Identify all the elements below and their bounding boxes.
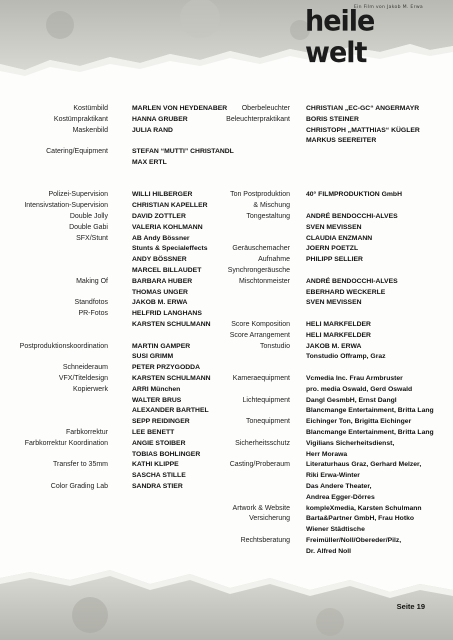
logo-tagline: Ein Film von Jakob M. Erwa <box>353 5 423 10</box>
credit-name: BARBARA HUBER <box>132 277 193 285</box>
credit-name: EBERHARD WECKERLE <box>306 288 386 296</box>
credit-role: Double Gabi <box>69 223 108 231</box>
credit-role: & Mischung <box>253 202 290 210</box>
credit-name: ALEXANDER BARTHEL <box>132 407 209 415</box>
credit-role: PR-Fotos <box>78 310 108 318</box>
credit-role: Transfer to 35mm <box>53 461 108 469</box>
credit-name: MARCEL BILLAUDET <box>132 267 202 274</box>
credit-name: Blancmange Entertainment, Britta Lang <box>306 407 434 415</box>
credit-role: Rechtsberatung <box>240 537 290 544</box>
credit-role: Postproduktionskoordination <box>19 342 108 350</box>
credit-name: SVEN MEVISSEN <box>306 223 362 231</box>
credit-name: TOBIAS BOHLINGER <box>132 450 201 458</box>
credit-name: MARKUS SEEREITER <box>306 137 377 145</box>
credit-role: Color Grading Lab <box>50 483 108 490</box>
credit-name: Vcmedia Inc. Frau Armbruster <box>306 375 403 382</box>
credit-name: PHILIPP SELLIER <box>306 256 363 264</box>
credit-role: Synchrongeräusche <box>227 267 290 274</box>
credit-name: Freimüller/Noll/Obereder/Pilz, <box>306 537 402 544</box>
credit-name: KARSTEN SCHULMANN <box>132 375 211 382</box>
credit-name: CLAUDIA ENZMANN <box>306 234 373 242</box>
credit-name: Blancmange Entertainment, Britta Lang <box>306 429 434 436</box>
credit-role: SFX/Stunt <box>76 234 108 242</box>
credit-name: ANDRÉ BENDOCCHI-ALVES <box>306 213 398 220</box>
credit-role: Tongestaltung <box>246 213 290 220</box>
credit-name: Dr. Alfred Noll <box>306 547 352 555</box>
credit-name: JULIA RAND <box>132 126 173 134</box>
credit-name: SANDRA STIER <box>132 483 183 490</box>
credit-name: Literaturhaus Graz, Gerhard Melzer, <box>306 461 422 469</box>
credit-name: SEPP REIDINGER <box>132 418 190 426</box>
credit-role: Double Jolly <box>69 213 108 220</box>
credit-name: Stunts & Specialeffects <box>132 245 208 253</box>
credit-name: HELI MARKFELDER <box>306 321 371 328</box>
credit-role: Tonstudio <box>260 342 290 350</box>
credit-name: JAKOB M. ERWA <box>132 299 188 307</box>
credit-name: Riki Erwa-Winter <box>306 472 360 480</box>
credit-name: SVEN MEVISSEN <box>306 299 362 307</box>
credit-name: kompleXmedia, Karsten Schulmann <box>306 504 422 512</box>
credit-role: Score Arrangement <box>229 331 290 339</box>
credit-role: Versicherung <box>249 515 290 523</box>
page-number: Seite 19 <box>396 602 425 611</box>
credit-role: Maskenbild <box>72 126 108 134</box>
credit-name: MAX ERTL <box>132 159 167 166</box>
credit-name: HELFRID LANGHANS <box>132 310 202 318</box>
credit-name: SASCHA STILLE <box>132 472 186 480</box>
credit-role: Geräuschemacher <box>232 245 290 253</box>
credit-name: PETER PRZYGODDA <box>132 364 200 372</box>
credit-name: LEE BENETT <box>132 429 175 436</box>
credit-name: HELI MARKFELDER <box>306 331 371 339</box>
credit-role: Beleuchterpraktikant <box>226 115 290 123</box>
credit-role: Farbkorrektur Koordination <box>24 439 108 447</box>
credit-role: Sicherheitsschutz <box>235 439 290 447</box>
credit-name: KATHI KLIPPE <box>132 461 179 469</box>
credit-name: CHRISTOPH „MATTHIAS“ KÜGLER <box>306 126 420 134</box>
credit-role: Ton Postproduktion <box>230 191 290 199</box>
credit-name: ARRI München <box>132 385 181 393</box>
credit-role: Kameraequipment <box>232 375 290 382</box>
credit-name: WALTER BRUS <box>132 396 182 404</box>
credit-name: pro. media Oswald, Gerd Oswald <box>306 385 413 393</box>
credit-role: Mischtonmeister <box>239 277 290 285</box>
credit-name: 40° FILMPRODUKTION GmbH <box>306 191 402 199</box>
credit-role: Aufnahme <box>258 256 290 264</box>
credit-role: VFX/Titeldesign <box>58 375 108 382</box>
credit-name: CHRISTIAN KAPELLER <box>132 202 208 210</box>
credit-role: Artwork & Website <box>232 504 290 512</box>
credit-role: Polizei-Supervision <box>48 191 108 199</box>
credit-role: Standfotos <box>74 299 108 307</box>
credit-role: Kopierwerk <box>72 385 108 393</box>
credit-name: MARLEN VON HEYDENABER <box>132 105 228 112</box>
credit-name: ANDY BÖSSNER <box>132 256 187 264</box>
credit-name: JOERN POETZL <box>306 245 359 253</box>
credit-name: Dangl GesmbH, Ernst Dangl <box>306 396 397 404</box>
credit-name: ANGIE STOIBER <box>132 439 186 447</box>
credit-role: Casting/Proberaum <box>229 461 290 469</box>
credit-role: Intensivstation-Supervision <box>24 202 108 210</box>
credit-name: BORIS STEINER <box>306 115 359 123</box>
credit-name: AB Andy Bössner <box>132 234 190 242</box>
credit-role: Score Komposition <box>231 321 290 328</box>
credit-name: Tonstudio Offramp, Graz <box>306 353 386 361</box>
credit-name: Herr Morawa <box>306 450 348 458</box>
credit-name: STEFAN “MUTTI” CHRISTANDL <box>132 148 234 156</box>
credit-name: HANNA GRUBER <box>132 115 188 123</box>
credit-role: Schneideraum <box>62 364 108 372</box>
credit-name: MARTIN GAMPER <box>132 342 191 350</box>
credit-name: Eichinger Ton, Brigitta Eichinger <box>306 418 412 426</box>
credit-role: Tonequipment <box>246 418 290 426</box>
credit-role: Lichtequipment <box>242 396 290 404</box>
credit-name: THOMAS UNGER <box>132 288 188 296</box>
credit-role: Kostümpraktikant <box>53 115 108 123</box>
credit-role: Oberbeleuchter <box>241 105 290 112</box>
credit-name: ANDRÉ BENDOCCHI-ALVES <box>306 277 398 285</box>
credit-name: SUSI GRIMM <box>132 353 174 361</box>
credit-name: VALERIA KOHLMANN <box>132 223 203 231</box>
credit-name: Vigilians Sicherheitsdienst, <box>306 439 395 447</box>
logo-title: heile welt <box>305 5 375 70</box>
credit-name: KARSTEN SCHULMANN <box>132 321 211 328</box>
credit-name: DAVID ZOTTLER <box>132 213 186 220</box>
credit-name: JAKOB M. ERWA <box>306 342 362 350</box>
credit-role: Making Of <box>76 277 108 285</box>
credit-role: Farbkorrektur <box>65 429 108 436</box>
credit-name: WILLI HILBERGER <box>132 191 193 199</box>
credit-name: Das Andere Theater, <box>306 483 372 490</box>
credit-role: Catering/Equipment <box>46 148 108 156</box>
credit-name: CHRISTIAN „EC-GC“ ANGERMAYR <box>306 105 420 112</box>
credit-name: Wiener Städtische <box>306 526 365 534</box>
credit-name: Barta&Partner GmbH, Frau Hotko <box>306 515 415 523</box>
credit-role: Kostümbild <box>73 105 108 112</box>
credit-name: Andrea Egger-Dörres <box>306 493 375 501</box>
